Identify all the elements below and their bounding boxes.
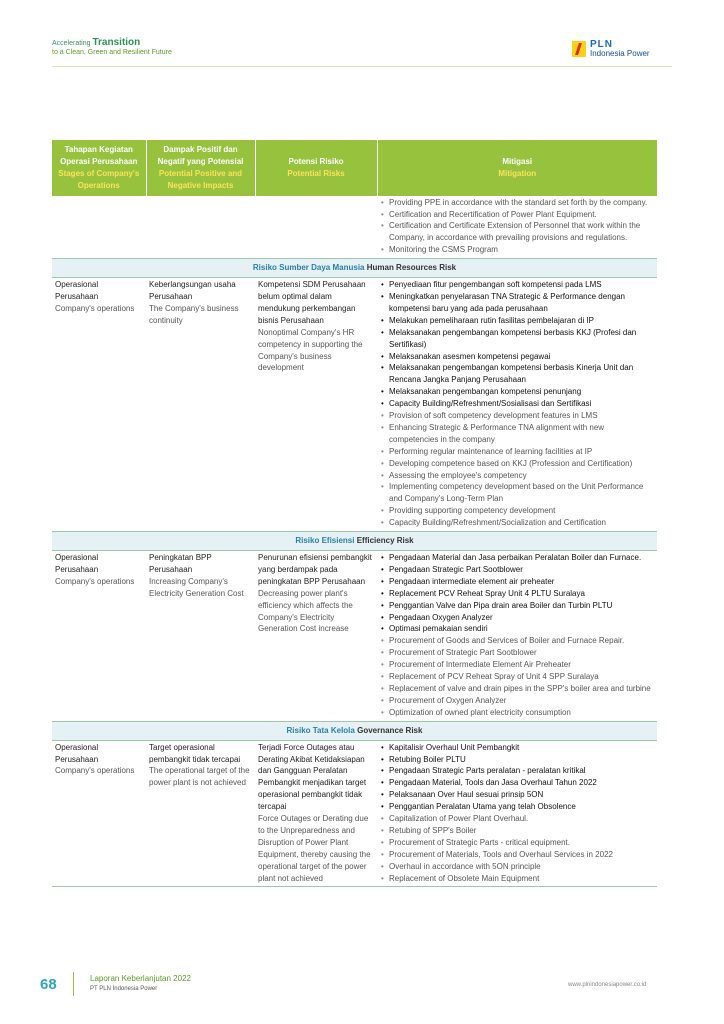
mitigation-item: • Retubing of SPP's Boiler [380,825,654,837]
mitigation-item: • Melaksanakan pengembangan kompetensi berbasis Kinerja Unit dan Rencana Jangka Panjang Perusahaan [380,362,654,386]
section-title: Risiko Sumber Daya Manusia Human Resources Risk [52,259,657,278]
mitigation-item: • Meningkatkan penyelarasan TNA Strategic & Performance dengan kompetensi baru yang ada pada perusahaan [380,291,654,315]
table-row-continued [52,196,657,259]
risk-cell: Terjadi Force Outages atau Derating Akibat Ketidaksiapan dan Gangguan Peralatan Pembangkit menjadikan target operasional pembangkit tidak tercapai Force Outages or Derating due to the Unpreparedness and Disruption of Power Plant Equipment, thereby causing the operational target of the power plant not achieved [255,740,377,887]
table-row [52,278,657,532]
mitigation-item: • Procurement of Intermediate Element Air Preheater [380,659,654,671]
col-header-impact: Dampak Positif dan Negatif yang Potensial Potential Positive and Negative Impacts [146,140,255,196]
footer-company: PT PLN Indonesia Power [90,986,158,992]
tagline-accelerating: Accelerating [52,40,91,47]
risk-mitigation-table [52,140,657,887]
table-row [52,551,657,722]
mitigation-item: • Capacity Building/Refreshment/Sosialisasi dan Sertifikasi [380,398,654,410]
mitigation-cell [377,740,657,887]
mitigation-item: • Capitalization of Power Plant Overhaul. [380,813,654,825]
col-header-mitigation: Mitigasi Mitigation [377,140,657,196]
mitigation-item: • Certification and Recertification of Power Plant Equipment. [380,209,654,221]
mitigation-item: • Implementing competency development based on the Unit Performance and Company's Long-Term Plan [380,481,654,505]
mitigation-item: • Performing regular maintenance of learning facilities at IP [380,446,654,458]
mitigation-item: • Certification and Certificate Extension of Personnel that work within the Company, in accordance with prevailing provisions and regulations. [380,220,654,244]
mitigation-item: • Assessing the employee's competency [380,470,654,482]
col-header-stage: Tahapan Kegiatan Operasi Perusahaan Stages of Company's Operations [52,140,146,196]
footer-report-title: Laporan Keberlanjutan 2022 [90,974,191,983]
mitigation-item: • Retubing Boiler PLTU [380,754,654,766]
impact-cell: Keberlangsungan usaha Perusahaan The Company's business continuity [146,278,255,532]
mitigation-item: • Pengadaan intermediate element air preheater [380,576,654,588]
mitigation-item: • Procurement of Strategic Parts - critical equipment. [380,837,654,849]
mitigation-item: • Kapitalisir Overhaul Unit Pembangkit [380,742,654,754]
mitigation-item: • Capacity Building/Refreshment/Socialization and Certification [380,517,654,529]
table-header-row [52,140,657,196]
table-row [52,740,657,887]
mitigation-item: • Replacement of PCV Reheat Spray of Unit 4 SPP Suralaya [380,671,654,683]
mitigation-list-continued [380,197,654,257]
section-heading-row [52,532,657,551]
mitigation-item: • Replacement PCV Reheat Spray Unit 4 PLTU Suralaya [380,588,654,600]
mitigation-item: • Penggantian Valve dan Pipa drain area Boiler dan Turbin PLTU [380,600,654,612]
pln-logo [572,40,650,58]
logo-sub: Indonesia Power [590,49,650,58]
section-title: Risiko Efisiensi Efficiency Risk [52,532,657,551]
section-heading-row [52,721,657,740]
mitigation-item: • Providing supporting competency development [380,505,654,517]
mitigation-item: • Melaksanakan pengembangan kompetensi berbasis KKJ (Profesi dan Sertifikasi) [380,327,654,351]
mitigation-item: • Procurement of Materials, Tools and Overhaul Services in 2022 [380,849,654,861]
mitigation-item: • Melaksanakan asesmen kompetensi pegawai [380,351,654,363]
mitigation-item: • Overhaul in accordance with 5ON principle [380,861,654,873]
mitigation-item: • Melakukan pemeliharaan rutin fasilitas pembelajaran di IP [380,315,654,327]
mitigation-item: • Melaksanakan pengembangan kompetensi penunjang [380,386,654,398]
mitigation-item: • Providing PPE in accordance with the standard set forth by the company. [380,197,654,209]
mitigation-item: • Enhancing Strategic & Performance TNA alignment with new competencies in the company [380,422,654,446]
section-title: Risiko Tata Kelola Governance Risk [52,721,657,740]
mitigation-item: • Procurement of Strategic Part Sootblower [380,647,654,659]
stage-cell: Operasional Perusahaan Company's operations [52,740,146,887]
mitigation-item: • Penyediaan fitur pengembangan soft kompetensi pada LMS [380,279,654,291]
mitigation-item: • Pengadaan Material dan Jasa perbaikan Peralatan Boiler dan Furnace. [380,552,654,564]
mitigation-item: • Pengadaan Material, Tools dan Jasa Overhaul Tahun 2022 [380,777,654,789]
mitigation-item: • Optimization of owned plant electricity consumption [380,707,654,719]
risk-cell: Kompetensi SDM Perusahaan belum optimal dalam mendukung perkembangan bisnis Perusahaan Nonoptimal Company's HR competency in supporting the Company's business development [255,278,377,532]
mitigation-item: • Pengadaan Strategic Part Sootblower [380,564,654,576]
stage-cell: Operasional Perusahaan Company's operations [52,551,146,722]
mitigation-item: • Developing competence based on KKJ (Profession and Certification) [380,458,654,470]
stage-cell: Operasional Perusahaan Company's operations [52,278,146,532]
section-heading-row [52,259,657,278]
page-number: 68 [40,976,57,993]
mitigation-item: • Replacement of Obsolete Main Equipment [380,873,654,885]
impact-cell: Target operasional pembangkit tidak tercapai The operational target of the power plant is not achieved [146,740,255,887]
mitigation-cell [377,551,657,722]
impact-cell: Peningkatan BPP Perusahaan Increasing Company's Electricity Generation Cost [146,551,255,722]
header-divider [52,66,672,67]
footer-website: www.plnindonesiapower.co.id [568,982,647,988]
mitigation-cell [377,278,657,532]
mitigation-item: • Monitoring the CSMS Program [380,244,654,256]
mitigation-item: • Procurement of Oxygen Analyzer [380,695,654,707]
pln-lightning-icon [572,41,586,57]
tagline-subtitle: to a Clean, Green and Resilient Future [52,49,172,56]
mitigation-item: • Provision of soft competency development features in LMS [380,410,654,422]
logo-brand: PLN [590,39,613,50]
col-header-risk: Potensi Risiko Potential Risks [255,140,377,196]
mitigation-item: • Procurement of Goods and Services of Boiler and Furnace Repair. [380,635,654,647]
mitigation-item: • Optimasi pemakaian sendiri [380,623,654,635]
mitigation-item: • Pelaksanaan Over Haul sesuai prinsip 5ON [380,789,654,801]
header-tagline [52,38,172,57]
risk-cell: Penurunan efisiensi pembangkit yang berdampak pada peningkatan BPP Perusahaan Decreasing power plant's efficiency which affects the Company's Electricity Generation Cost increase [255,551,377,722]
mitigation-item: • Pengadaan Oxygen Analyzer [380,612,654,624]
tagline-transition: Transition [92,37,141,48]
footer-divider [73,972,74,996]
mitigation-item: • Replacement of valve and drain pipes in the SPP's boiler area and turbine [380,683,654,695]
mitigation-item: • Penggantian Peralatan Utama yang telah Obsolence [380,801,654,813]
mitigation-item: • Pengadaan Strategic Parts peralatan - peralatan kritikal [380,765,654,777]
